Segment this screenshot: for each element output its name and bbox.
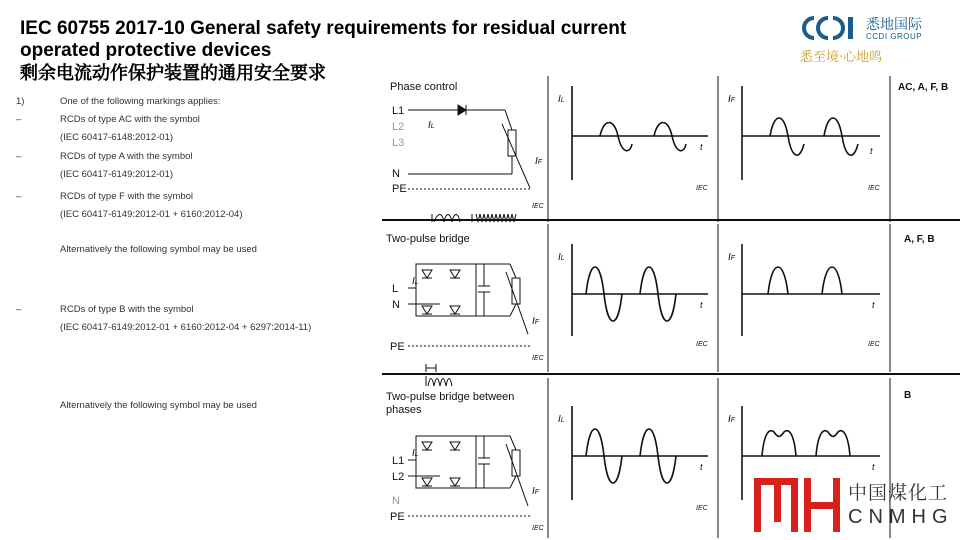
dash-b: – <box>16 304 22 315</box>
row3-il-label: IL <box>412 448 419 459</box>
cnmhg-name-en: CNMHG <box>848 506 954 528</box>
row2-if-label: IF <box>532 316 540 327</box>
row1-if-waveform <box>728 86 881 192</box>
ccdi-name-cn: 悉地国际 <box>866 17 922 33</box>
marking-b-ref: (IEC 60417-6149:2012-01 + 6160:2012-04 + 6297:2014-11) <box>60 322 312 333</box>
row3-if-axis: IF <box>728 414 736 425</box>
row1-if-iec: IEC <box>868 185 880 192</box>
row3-il-iec: IEC <box>696 505 708 512</box>
ccdi-mark-icon <box>800 14 860 42</box>
row1-circuit <box>392 105 545 210</box>
row2-line-l: L <box>392 283 399 295</box>
row1-il-waveform <box>558 86 709 192</box>
row3-types: B <box>904 390 912 401</box>
marking-alt-2: Alternatively the following symbol may be used <box>60 400 257 411</box>
rcd-waveform-figure <box>360 72 960 540</box>
row1-if-axis: IF <box>728 94 736 105</box>
cnmhg-name-cn: 中国煤化工 <box>848 482 949 504</box>
row3-il-waveform <box>558 406 709 512</box>
row3-title: Two-pulse bridge between <box>386 391 515 403</box>
row2-title: Two-pulse bridge <box>386 233 470 245</box>
row2-if-t: t <box>872 300 875 310</box>
row1-line-l1: L1 <box>392 105 405 117</box>
row3-line-l2: L2 <box>392 471 405 483</box>
row3-if-t: t <box>872 462 875 472</box>
row3-iec: IEC <box>532 525 544 532</box>
dash-ac: – <box>16 114 22 125</box>
row1-il-label: IL <box>428 120 435 131</box>
row3-title-2: phases <box>386 404 422 416</box>
row1-types: AC, A, F, B <box>898 82 949 93</box>
row2-iec: IEC <box>532 355 544 362</box>
row1-il-t: t <box>700 142 703 152</box>
title-line-1: IEC 60755 2017-10 General safety requirements for residual current <box>20 18 627 39</box>
row1-il-iec: IEC <box>696 185 708 192</box>
row3-circuit <box>390 436 545 532</box>
row2-il-t: t <box>700 300 703 310</box>
row2-if-axis: IF <box>728 252 736 263</box>
row3-il-t: t <box>700 462 703 472</box>
marking-f-label: RCDs of type F with the symbol <box>60 191 194 202</box>
row2-il-iec: IEC <box>696 341 708 348</box>
title-line-3: 剩余电流动作保护装置的通用安全要求 <box>20 63 326 83</box>
marking-intro: One of the following markings applies: <box>60 96 221 107</box>
row1-line-l3: L3 <box>392 137 405 149</box>
row2-circuit <box>390 264 545 362</box>
row1-il-axis: IL <box>558 94 565 105</box>
marking-a-ref: (IEC 60417-6149:2012-01) <box>60 169 174 180</box>
row2-il-waveform <box>558 244 709 348</box>
row2-if-iec: IEC <box>868 341 880 348</box>
row1-if-label: IF <box>535 156 543 167</box>
marking-ac-label: RCDs of type AC with the symbol <box>60 114 200 125</box>
dash-f: – <box>16 191 22 202</box>
marking-ac-ref: (IEC 60417-6148:2012-01) <box>60 132 174 143</box>
row1-iec: IEC <box>532 203 544 210</box>
row2-line-pe: PE <box>390 341 405 353</box>
cnmhg-mark-icon <box>752 474 844 534</box>
dash-a: – <box>16 151 22 162</box>
marking-alt-1: Alternatively the following symbol may be used <box>60 244 257 255</box>
row3-il-axis: IL <box>558 414 565 425</box>
ccdi-slogan: 悉至境·心地鸣 <box>800 50 883 65</box>
row2-line-n: N <box>392 299 400 311</box>
row2-il-label: IL <box>412 276 419 287</box>
row2-il-axis: IL <box>558 252 565 263</box>
row3-line-l1: L1 <box>392 455 405 467</box>
marking-f-ref: (IEC 60417-6149:2012-01 + 6160:2012-04) <box>60 209 243 220</box>
title-line-2: operated protective devices <box>20 40 272 61</box>
ccdi-logo <box>800 14 950 64</box>
row1-title: Phase control <box>390 81 458 93</box>
cnmhg-logo <box>752 474 960 536</box>
row3-line-n: N <box>392 495 400 507</box>
row2-types: A, F, B <box>904 234 935 245</box>
marking-number: 1) <box>16 96 25 107</box>
row2-if-waveform <box>728 244 881 348</box>
row1-line-l2: L2 <box>392 121 405 133</box>
marking-a-label: RCDs of type A with the symbol <box>60 151 193 162</box>
row3-line-pe: PE <box>390 511 405 523</box>
marking-b-label: RCDs of type B with the symbol <box>60 304 194 315</box>
row1-line-n: N <box>392 168 400 180</box>
ccdi-name-en: CCDI GROUP <box>866 32 923 41</box>
row1-line-pe: PE <box>392 183 407 195</box>
row1-if-t: t <box>870 146 873 156</box>
row3-if-label: IF <box>532 486 540 497</box>
